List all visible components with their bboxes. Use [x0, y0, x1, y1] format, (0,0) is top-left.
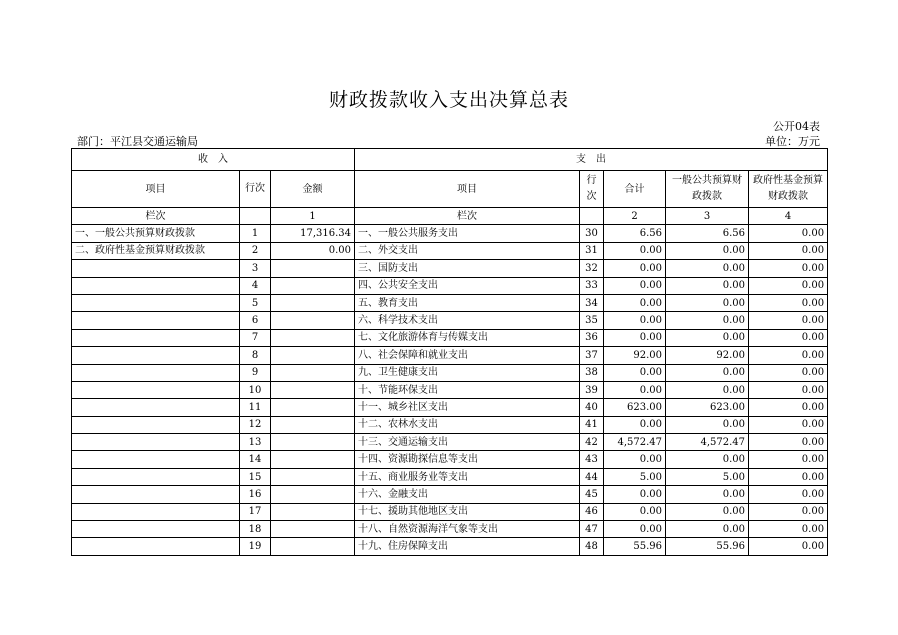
gov-fund-amount-cell: 0.00 — [749, 486, 828, 503]
gov-fund-amount-cell: 0.00 — [749, 468, 828, 485]
general-budget-amount-cell: 0.00 — [666, 329, 749, 346]
total-amount-cell: 0.00 — [604, 329, 666, 346]
general-budget-amount-cell: 0.00 — [666, 277, 749, 294]
gov-fund-amount-cell: 0.00 — [749, 521, 828, 538]
total-amount-cell: 0.00 — [604, 503, 666, 520]
general-budget-amount-cell: 55.96 — [666, 538, 749, 555]
expense-col-label: 栏次 — [355, 208, 580, 225]
table-row — [72, 538, 828, 555]
general-budget-amount-cell: 0.00 — [666, 294, 749, 311]
column-index-row — [72, 208, 828, 225]
total-header: 合计 — [604, 171, 666, 208]
income-item-cell — [72, 486, 240, 503]
gov-fund-amount-cell: 0.00 — [749, 242, 828, 259]
table-row — [72, 451, 828, 468]
expense-line-cell: 48 — [580, 538, 604, 555]
table-row — [72, 381, 828, 398]
expense-item-header: 项目 — [355, 171, 580, 208]
income-item-cell — [72, 416, 240, 433]
expense-item-cell: 三、国防支出 — [355, 260, 580, 277]
income-item-cell — [72, 347, 240, 364]
income-amount-cell — [271, 294, 355, 311]
expense-item-cell: 七、文化旅游体育与传媒支出 — [355, 329, 580, 346]
expense-item-cell: 十九、住房保障支出 — [355, 538, 580, 555]
general-budget-amount-cell: 0.00 — [666, 486, 749, 503]
expense-line-cell: 43 — [580, 451, 604, 468]
income-amount-cell — [271, 503, 355, 520]
general-budget-amount-cell: 6.56 — [666, 225, 749, 242]
gov-fund-amount-cell: 0.00 — [749, 416, 828, 433]
general-budget-header: 一般公共预算财政拨款 — [666, 171, 749, 208]
col-4-index: 4 — [749, 208, 828, 225]
table-row — [72, 260, 828, 277]
total-amount-cell: 0.00 — [604, 294, 666, 311]
unit-label: 单位：万元 — [765, 135, 820, 148]
income-line-cell: 1 — [240, 225, 271, 242]
expense-line-cell: 38 — [580, 364, 604, 381]
income-col-label: 栏次 — [72, 208, 240, 225]
gov-fund-amount-cell: 0.00 — [749, 347, 828, 364]
gov-fund-amount-cell: 0.00 — [749, 329, 828, 346]
income-line-cell: 4 — [240, 277, 271, 294]
income-line-cell: 17 — [240, 503, 271, 520]
table-row — [72, 347, 828, 364]
expense-line-cell: 31 — [580, 242, 604, 259]
table-row — [72, 416, 828, 433]
income-item-cell — [72, 364, 240, 381]
table-row — [72, 521, 828, 538]
income-item-cell — [72, 434, 240, 451]
expense-item-cell: 十六、金融支出 — [355, 486, 580, 503]
income-amount-cell — [271, 312, 355, 329]
gov-fund-amount-cell: 0.00 — [749, 399, 828, 416]
income-item-cell — [72, 451, 240, 468]
income-line-cell: 18 — [240, 521, 271, 538]
income-line-cell: 8 — [240, 347, 271, 364]
general-budget-amount-cell: 0.00 — [666, 503, 749, 520]
gov-fund-header: 政府性基金预算财政拨款 — [749, 171, 828, 208]
table-row — [72, 225, 828, 242]
expense-item-cell: 八、社会保障和就业支出 — [355, 347, 580, 364]
gov-fund-amount-cell: 0.00 — [749, 312, 828, 329]
expense-line-cell: 37 — [580, 347, 604, 364]
general-budget-amount-cell: 623.00 — [666, 399, 749, 416]
general-budget-amount-cell: 0.00 — [666, 416, 749, 433]
income-line-cell: 12 — [240, 416, 271, 433]
header-row-sections — [72, 149, 828, 171]
income-line-cell: 15 — [240, 468, 271, 485]
income-item-cell — [72, 399, 240, 416]
expense-line-cell: 40 — [580, 399, 604, 416]
expense-line-cell: 30 — [580, 225, 604, 242]
table-row — [72, 486, 828, 503]
income-amount-cell — [271, 329, 355, 346]
col-2-index: 2 — [604, 208, 666, 225]
expense-line-cell: 32 — [580, 260, 604, 277]
total-amount-cell: 0.00 — [604, 521, 666, 538]
income-item-cell — [72, 468, 240, 485]
income-line-blank — [240, 208, 271, 225]
income-line-cell: 11 — [240, 399, 271, 416]
total-amount-cell: 55.96 — [604, 538, 666, 555]
expense-item-cell: 九、卫生健康支出 — [355, 364, 580, 381]
income-section-header: 收 入 — [72, 149, 355, 171]
table-row — [72, 329, 828, 346]
total-amount-cell: 6.56 — [604, 225, 666, 242]
income-line-cell: 2 — [240, 242, 271, 259]
general-budget-amount-cell: 0.00 — [666, 381, 749, 398]
income-amount-cell — [271, 381, 355, 398]
general-budget-amount-cell: 4,572.47 — [666, 434, 749, 451]
budget-table — [71, 148, 828, 556]
general-budget-amount-cell: 5.00 — [666, 468, 749, 485]
expense-line-cell: 44 — [580, 468, 604, 485]
expense-item-cell: 十三、交通运输支出 — [355, 434, 580, 451]
gov-fund-amount-cell: 0.00 — [749, 260, 828, 277]
income-line-cell: 7 — [240, 329, 271, 346]
expense-item-cell: 六、科学技术支出 — [355, 312, 580, 329]
expense-item-cell: 十四、资源勘探信息等支出 — [355, 451, 580, 468]
income-amount-cell — [271, 521, 355, 538]
expense-item-cell: 十八、自然资源海洋气象等支出 — [355, 521, 580, 538]
expense-line-cell: 47 — [580, 521, 604, 538]
expense-line-cell: 39 — [580, 381, 604, 398]
general-budget-amount-cell: 0.00 — [666, 364, 749, 381]
income-line-cell: 10 — [240, 381, 271, 398]
expense-section-header: 支 出 — [355, 149, 828, 171]
expense-line-cell: 46 — [580, 503, 604, 520]
page-title: 财政拨款收入支出决算总表 — [328, 89, 569, 111]
header-row-columns — [72, 171, 828, 208]
gov-fund-amount-cell: 0.00 — [749, 294, 828, 311]
income-amount-cell — [271, 486, 355, 503]
income-amount-cell — [271, 277, 355, 294]
expense-item-cell: 十五、商业服务业等支出 — [355, 468, 580, 485]
income-amount-cell: 0.00 — [271, 242, 355, 259]
total-amount-cell: 0.00 — [604, 364, 666, 381]
income-item-header: 项目 — [72, 171, 240, 208]
total-amount-cell: 0.00 — [604, 242, 666, 259]
income-item-cell — [72, 538, 240, 555]
total-amount-cell: 0.00 — [604, 486, 666, 503]
gov-fund-amount-cell: 0.00 — [749, 503, 828, 520]
income-line-cell: 5 — [240, 294, 271, 311]
gov-fund-amount-cell: 0.00 — [749, 381, 828, 398]
expense-line-blank — [580, 208, 604, 225]
gov-fund-amount-cell: 0.00 — [749, 225, 828, 242]
form-number: 公开04表 — [773, 120, 820, 133]
general-budget-amount-cell: 0.00 — [666, 451, 749, 468]
total-amount-cell: 0.00 — [604, 260, 666, 277]
income-line-cell: 16 — [240, 486, 271, 503]
table-row — [72, 277, 828, 294]
table-row — [72, 312, 828, 329]
total-amount-cell: 0.00 — [604, 312, 666, 329]
income-line-cell: 9 — [240, 364, 271, 381]
general-budget-amount-cell: 0.00 — [666, 521, 749, 538]
income-line-cell: 3 — [240, 260, 271, 277]
income-item-cell — [72, 503, 240, 520]
expense-line-cell: 42 — [580, 434, 604, 451]
expense-item-cell: 十二、农林水支出 — [355, 416, 580, 433]
total-amount-cell: 5.00 — [604, 468, 666, 485]
gov-fund-amount-cell: 0.00 — [749, 364, 828, 381]
table-row — [72, 434, 828, 451]
income-line-cell: 19 — [240, 538, 271, 555]
expense-item-cell: 十一、城乡社区支出 — [355, 399, 580, 416]
income-line-header: 行次 — [240, 171, 271, 208]
income-item-cell — [72, 277, 240, 294]
income-item-cell — [72, 381, 240, 398]
income-line-cell: 14 — [240, 451, 271, 468]
total-amount-cell: 623.00 — [604, 399, 666, 416]
total-amount-cell: 4,572.47 — [604, 434, 666, 451]
expense-item-cell: 五、教育支出 — [355, 294, 580, 311]
expense-item-cell: 一、一般公共服务支出 — [355, 225, 580, 242]
general-budget-amount-cell: 0.00 — [666, 242, 749, 259]
income-amount-cell — [271, 416, 355, 433]
income-amount-cell — [271, 434, 355, 451]
general-budget-amount-cell: 0.00 — [666, 260, 749, 277]
expense-item-cell: 十七、援助其他地区支出 — [355, 503, 580, 520]
income-item-cell: 一、一般公共预算财政拨款 — [72, 225, 240, 242]
income-amount-cell — [271, 399, 355, 416]
total-amount-cell: 92.00 — [604, 347, 666, 364]
expense-line-cell: 45 — [580, 486, 604, 503]
income-amount-cell — [271, 538, 355, 555]
total-amount-cell: 0.00 — [604, 277, 666, 294]
gov-fund-amount-cell: 0.00 — [749, 434, 828, 451]
total-amount-cell: 0.00 — [604, 416, 666, 433]
table-row — [72, 364, 828, 381]
income-item-cell — [72, 521, 240, 538]
income-amount-cell — [271, 468, 355, 485]
income-item-cell — [72, 260, 240, 277]
income-amount-cell — [271, 260, 355, 277]
total-amount-cell: 0.00 — [604, 381, 666, 398]
income-line-cell: 13 — [240, 434, 271, 451]
expense-line-cell: 33 — [580, 277, 604, 294]
gov-fund-amount-cell: 0.00 — [749, 277, 828, 294]
expense-line-cell: 41 — [580, 416, 604, 433]
income-amount-cell — [271, 347, 355, 364]
income-item-cell — [72, 329, 240, 346]
expense-line-header: 行次 — [580, 171, 604, 208]
table-row — [72, 294, 828, 311]
expense-line-cell: 34 — [580, 294, 604, 311]
expense-item-cell: 四、公共安全支出 — [355, 277, 580, 294]
expense-line-cell: 35 — [580, 312, 604, 329]
table-row — [72, 468, 828, 485]
income-amount-cell — [271, 364, 355, 381]
income-item-cell — [72, 312, 240, 329]
department-label: 部门：平江县交通运输局 — [77, 135, 198, 148]
table-row — [72, 242, 828, 259]
income-line-cell: 6 — [240, 312, 271, 329]
expense-item-cell: 十、节能环保支出 — [355, 381, 580, 398]
income-item-cell — [72, 294, 240, 311]
total-amount-cell: 0.00 — [604, 451, 666, 468]
income-item-cell: 二、政府性基金预算财政拨款 — [72, 242, 240, 259]
income-amount-cell: 17,316.34 — [271, 225, 355, 242]
gov-fund-amount-cell: 0.00 — [749, 538, 828, 555]
col-1-index: 1 — [271, 208, 355, 225]
expense-item-cell: 二、外交支出 — [355, 242, 580, 259]
gov-fund-amount-cell: 0.00 — [749, 451, 828, 468]
col-3-index: 3 — [666, 208, 749, 225]
general-budget-amount-cell: 92.00 — [666, 347, 749, 364]
income-amount-header: 金额 — [271, 171, 355, 208]
table-row — [72, 503, 828, 520]
general-budget-amount-cell: 0.00 — [666, 312, 749, 329]
table-row — [72, 399, 828, 416]
income-amount-cell — [271, 451, 355, 468]
expense-line-cell: 36 — [580, 329, 604, 346]
